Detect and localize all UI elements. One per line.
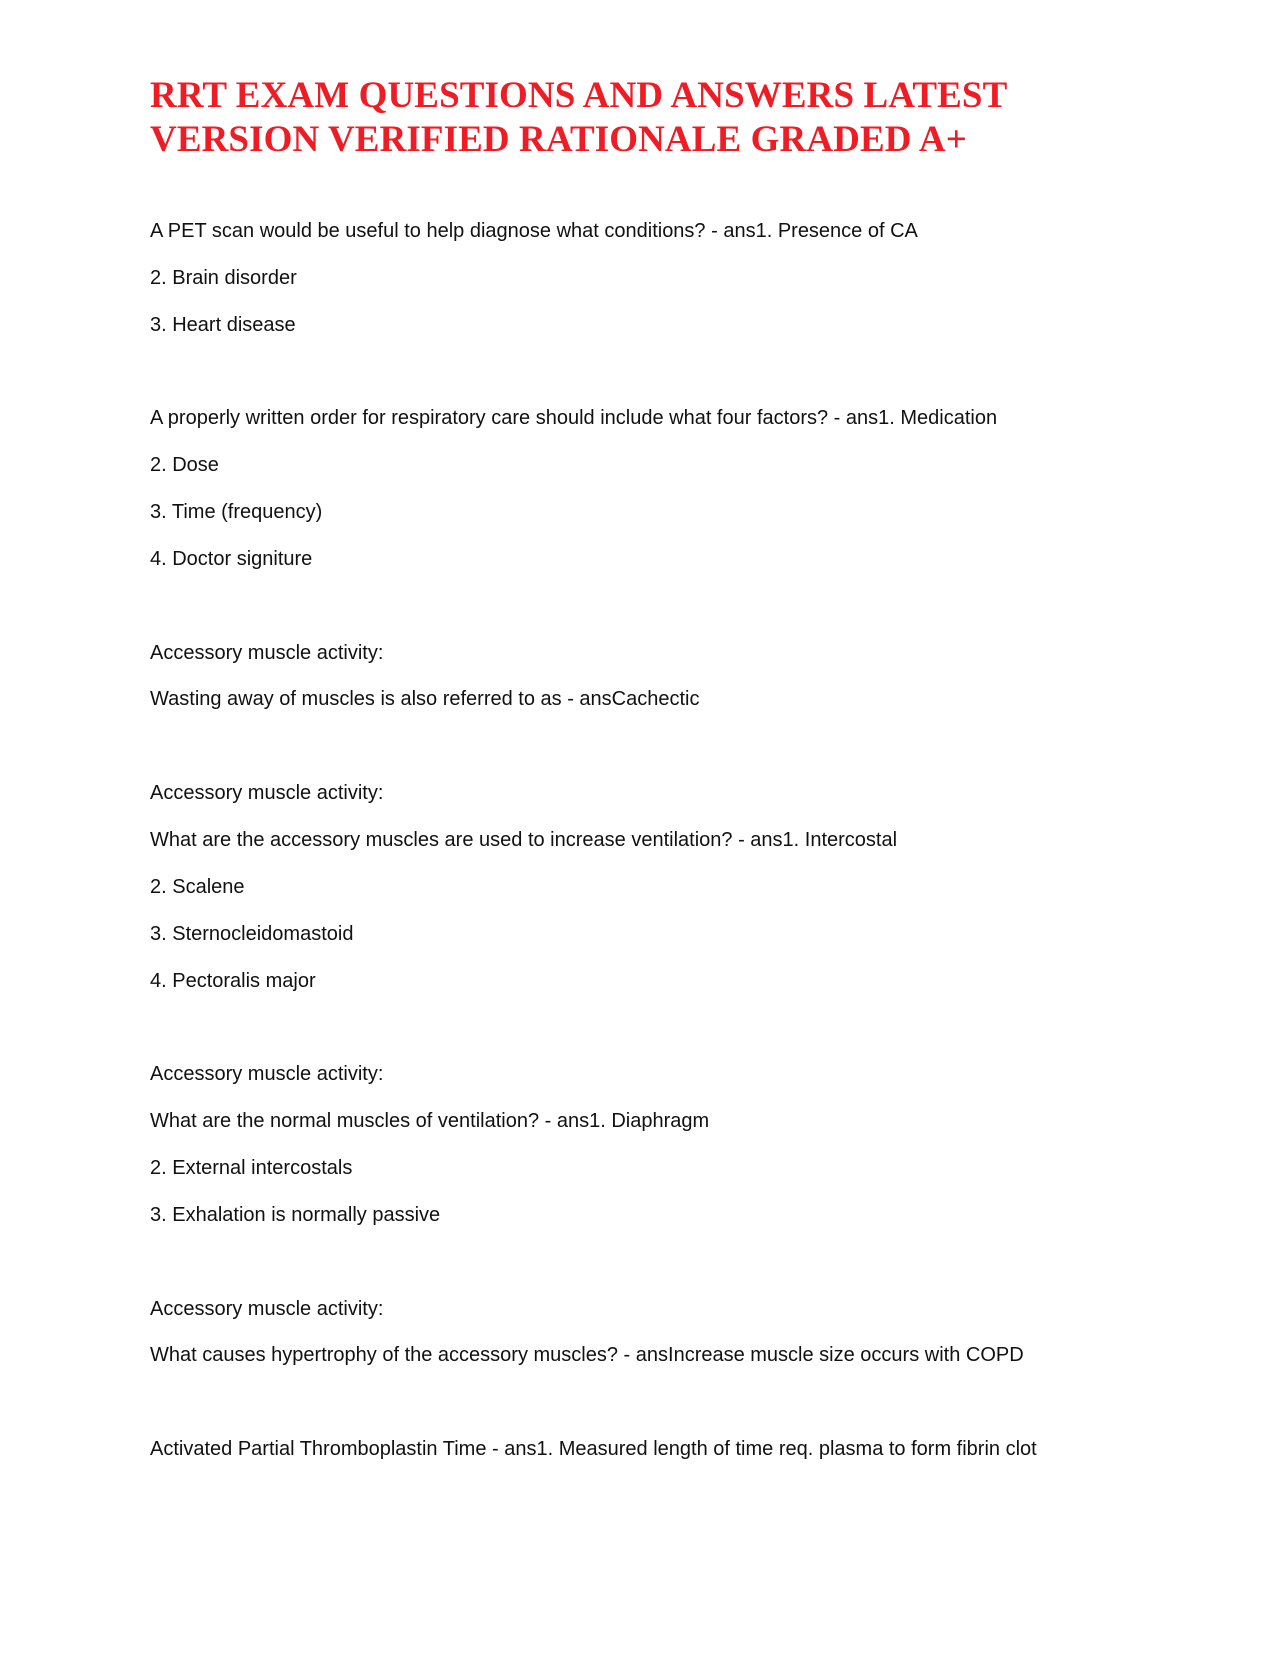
question-aptt: Activated Partial Thromboplastin Time - ans1. Measured length of time req. plasma to form fibrin clot: [150, 1438, 1037, 1460]
question-hypertrophy: What causes hypertrophy of the accessory muscles? - ansIncrease muscle size occurs with COPD: [150, 1344, 1024, 1366]
answer-line: 4. Pectoralis major: [150, 970, 316, 992]
document-title: [150, 74, 1150, 162]
title-line-2: VERSION VERIFIED RATIONALE GRADED A+: [150, 119, 967, 160]
answer-line: 2. Dose: [150, 454, 219, 476]
answer-line: 3. Sternocleidomastoid: [150, 923, 354, 945]
question-pet-scan: A PET scan would be useful to help diagnose what conditions? - ans1. Presence of CA: [150, 220, 918, 242]
section-heading: Accessory muscle activity:: [150, 1298, 384, 1320]
question-accessory-muscles: What are the accessory muscles are used to increase ventilation? - ans1. Intercostal: [150, 829, 898, 851]
question-written-order: A properly written order for respiratory care should include what four factors? - ans1. Medication: [150, 407, 998, 429]
answer-line: 4. Doctor signiture: [150, 548, 313, 570]
title-line-1: RRT EXAM QUESTIONS AND ANSWERS LATEST: [150, 75, 1008, 116]
question-normal-muscles: What are the normal muscles of ventilation? - ans1. Diaphragm: [150, 1110, 710, 1132]
answer-line: 3. Heart disease: [150, 314, 296, 336]
section-heading: Accessory muscle activity:: [150, 782, 384, 804]
answer-line: 2. Brain disorder: [150, 267, 297, 289]
question-wasting-muscles: Wasting away of muscles is also referred to as - ansCachectic: [150, 688, 700, 710]
answer-line: 2. External intercostals: [150, 1157, 353, 1179]
answer-line: 3. Time (frequency): [150, 501, 323, 523]
section-heading: Accessory muscle activity:: [150, 1063, 384, 1085]
answer-line: 3. Exhalation is normally passive: [150, 1204, 441, 1226]
answer-line: 2. Scalene: [150, 876, 245, 898]
section-heading: Accessory muscle activity:: [150, 642, 384, 664]
